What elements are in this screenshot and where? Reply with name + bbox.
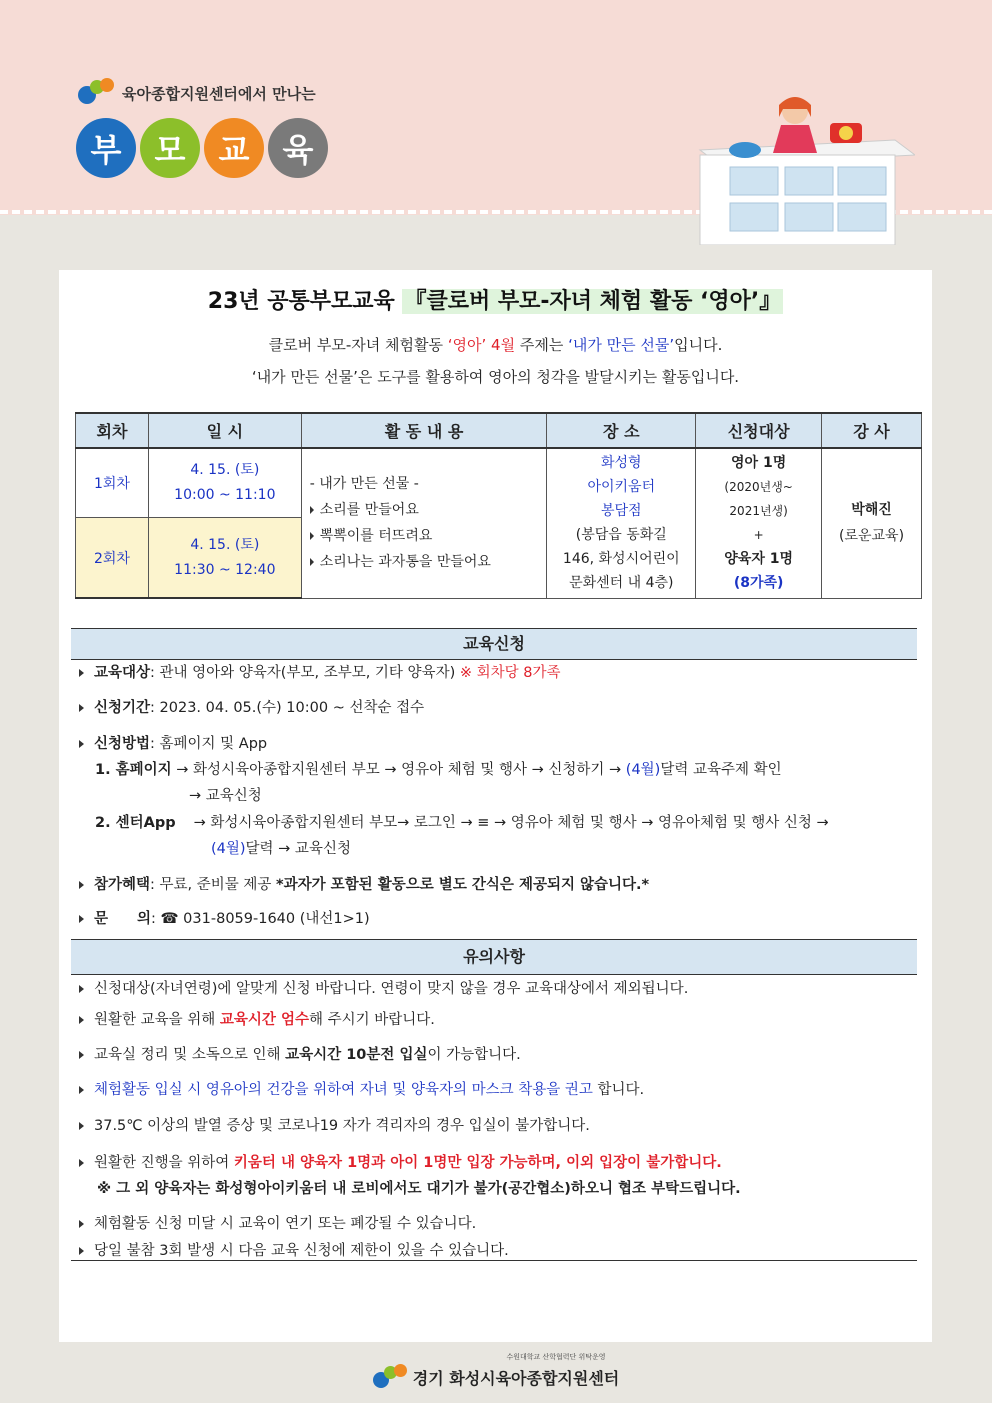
bullet-icon: [79, 1016, 84, 1024]
note-4: 체험활동 입실 시 영유아의 건강을 위하여 자녀 및 양육자의 마스크 착용을 권고 합니다.: [79, 1078, 644, 1099]
header-datetime: 일 시: [148, 413, 301, 448]
session-1-round: 1회차: [76, 448, 149, 518]
intro-line-1: 클로버 부모-자녀 체험활동 ‘영아’ 4월 주제는 ‘내가 만든 선물’입니다.: [268, 336, 723, 354]
header-place: 장 소: [547, 413, 696, 448]
title-circle-2: 모: [140, 118, 200, 178]
header-target: 신청대상: [696, 413, 822, 448]
document-title: [59, 284, 932, 315]
bullet-icon: [79, 740, 84, 748]
apply-app-step: 2. 센터App → 화성시육아종합지원센터 부모→ 로그인 → ≡ → 영유아 체험 및 행사 → 영유아체험 및 행사 신청 →: [95, 815, 829, 831]
note-3: 교육실 정리 및 소독으로 인해 교육시간 10분전 입실이 가능합니다.: [79, 1043, 521, 1064]
title-circle-4: 육: [268, 118, 328, 178]
apply-heading: 교육신청: [71, 628, 917, 660]
target-cell: 영아 1명 (2020년생~ 2021년생) + 양육자 1명 (8가족): [696, 448, 822, 598]
footer-operator: 수원대학교 산학협력단 위탁운영: [506, 1353, 606, 1361]
header-activity: 활 동 내 용: [301, 413, 547, 448]
instructor-cell: 박해진 (로운교육): [822, 448, 922, 598]
apply-app-step-cont: (4월)달력 → 교육신청: [211, 841, 351, 857]
table-header-row: [76, 413, 922, 448]
bullet-icon: [79, 1159, 84, 1167]
apply-target: 교육대상: 관내 영아와 양육자(부모, 조부모, 기타 양육자) ※ 회차당 8가족: [79, 661, 560, 682]
apply-homepage-step: 1. 홈페이지 → 화성시육아종합지원센터 부모 → 영유아 체험 및 행사 → 신청하기 → (4월)달력 교육주제 확인: [95, 762, 782, 778]
apply-contact: 문 의: ☎ 031-8059-1640 (내선1>1): [79, 907, 370, 928]
bullet-icon: [79, 704, 84, 712]
toy-shelf-illustration: [695, 95, 915, 245]
note-2: 원활한 교육을 위해 교육시간 엄수해 주시기 바랍니다.: [79, 1008, 435, 1029]
apply-period: 신청기간: 2023. 04. 05.(수) 10:00 ~ 선착순 접수: [79, 696, 424, 717]
center-logo-row: [78, 78, 316, 108]
title-prefix: 23년 공통부모교육: [207, 289, 403, 314]
header-round: 회차: [76, 413, 149, 448]
header-instructor: 강 사: [822, 413, 922, 448]
table-row: [76, 448, 922, 518]
bullet-icon: [79, 1247, 84, 1255]
footer-logo-icon: [373, 1364, 413, 1390]
bullet-icon: [79, 1086, 84, 1094]
note-6: 원활한 진행을 위하여 키움터 내 양육자 1명과 아이 1명만 입장 가능하며, 이외 입장이 불가합니다.: [79, 1151, 722, 1172]
note-7: 체험활동 신청 미달 시 교육이 연기 또는 폐강될 수 있습니다.: [79, 1212, 476, 1233]
title-circle-3: 교: [204, 118, 264, 178]
schedule-table: [75, 412, 922, 599]
notes-heading: 유의사항: [71, 939, 917, 975]
activity-cell: - 내가 만든 선물 - 소리를 만들어요 뽁뽁이를 터뜨려요 소리나는 과자통을 만들어요: [301, 448, 547, 598]
clover-logo-icon: [78, 78, 120, 108]
footer-org-name: 경기 화성시육아종합지원센터: [412, 1368, 620, 1388]
session-2-round: 2회차: [76, 518, 149, 599]
bullet-icon: [79, 1051, 84, 1059]
apply-method: 신청방법: 홈페이지 및 App: [79, 732, 267, 753]
place-cell: 화성형 아이키움터 봉담점 (봉담읍 동화길 146, 화성시어린이 문화센터 내 4층): [547, 448, 696, 598]
note-1: 신청대상(자녀연령)에 알맞게 신청 바랍니다. 연령이 맞지 않을 경우 교육대상에서 제외됩니다.: [79, 977, 688, 998]
note-6-extra: ※ 그 외 양육자는 화성형아이키움터 내 로비에서도 대기가 불가(공간협소)하오니 협조 부탁드립니다.: [97, 1181, 741, 1197]
apply-benefit: 참가혜택: 무료, 준비물 제공 *과자가 포함된 활동으로 별도 간식은 제공되지 않습니다.*: [79, 873, 649, 894]
bullet-icon: [79, 1122, 84, 1130]
apply-homepage-step-cont: → 교육신청: [189, 788, 262, 804]
bullet-icon: [79, 881, 84, 889]
parent-education-title: [76, 118, 328, 178]
header-subtitle: 육아종합지원센터에서 만나는: [122, 84, 316, 103]
footer: [0, 1352, 992, 1394]
note-5: 37.5℃ 이상의 발열 증상 및 코로나19 자가 격리자의 경우 입실이 불가합니다.: [79, 1114, 590, 1135]
toy-car-icon: [729, 142, 761, 158]
bullet-icon: [79, 915, 84, 923]
bullet-icon: [79, 1220, 84, 1228]
bullet-icon: [79, 669, 84, 677]
document-paper: [59, 270, 932, 1342]
notes-bottom-rule: [71, 1260, 917, 1261]
session-1-datetime: 4. 15. (토) 10:00 ~ 11:10: [148, 448, 301, 518]
bullet-icon: [79, 985, 84, 993]
title-circle-1: 부: [76, 118, 136, 178]
note-8: 당일 불참 3회 발생 시 다음 교육 신청에 제한이 있을 수 있습니다.: [79, 1239, 509, 1260]
title-highlight: 『클로버 부모-자녀 체험 활동 ‘영아’』: [404, 289, 782, 314]
intro-line-2: ‘내가 만든 선물’은 도구를 활용하여 영아의 청각을 발달시키는 활동입니다.: [251, 368, 740, 386]
session-2-datetime: 4. 15. (토) 11:30 ~ 12:40: [148, 518, 301, 599]
